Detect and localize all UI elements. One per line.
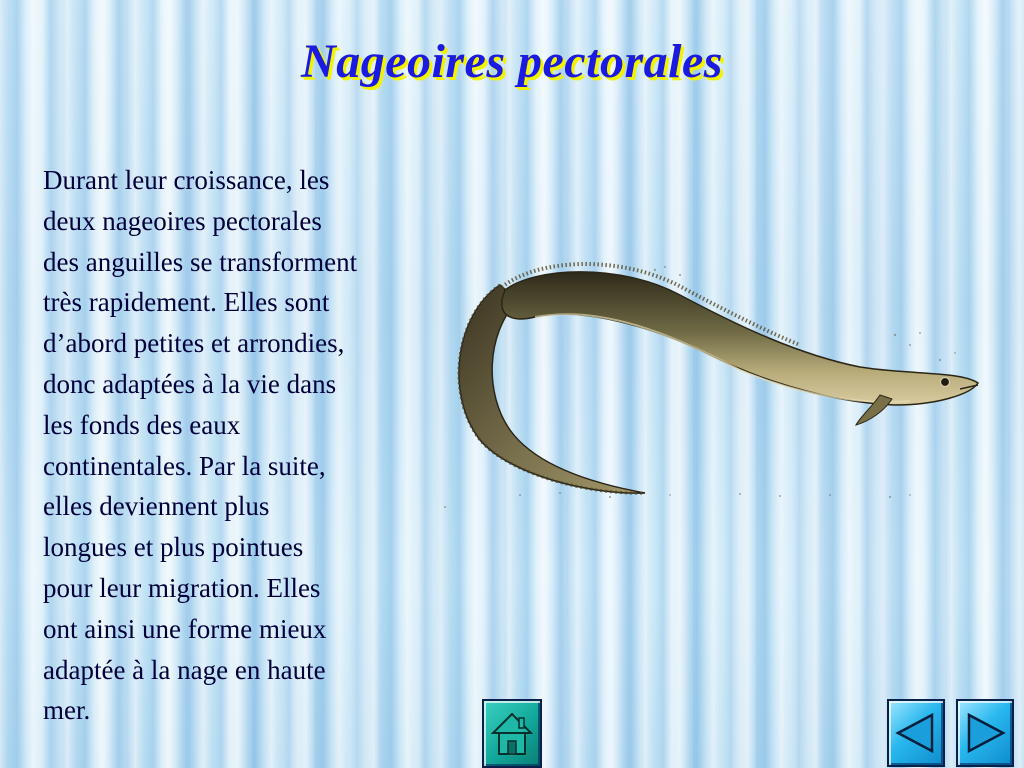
slide-title: Nageoires pectorales (301, 35, 723, 88)
body-line: les fonds des eaux (43, 409, 241, 440)
body-line: des anguilles se transforment (43, 246, 358, 277)
body-line: d’abord petites et arrondies, (43, 328, 345, 359)
body-line: mer. (43, 695, 91, 726)
body-line: elles deviennent plus (43, 491, 270, 522)
body-line: longues et plus pointues (43, 532, 304, 563)
body-line: ont ainsi une forme mieux (43, 613, 327, 644)
body-line: continentales. Par la suite, (43, 450, 326, 481)
next-button[interactable] (956, 699, 1014, 767)
body-text (43, 160, 443, 731)
body-line: donc adaptées à la vie dans (43, 368, 337, 399)
home-button[interactable] (482, 699, 542, 768)
previous-button[interactable] (887, 699, 945, 767)
body-line: très rapidement. Elles sont (43, 287, 330, 318)
home-icon (491, 711, 533, 757)
triangle-left-icon (894, 711, 938, 755)
eel-illustration (440, 245, 1000, 520)
body-line: deux nageoires pectorales (43, 205, 322, 236)
eel-eye (941, 378, 950, 387)
body-line: adaptée à la nage en haute (43, 654, 326, 685)
body-line: pour leur migration. Elles (43, 572, 321, 603)
eel-body (502, 272, 978, 405)
body-line: Durant leur croissance, les (43, 165, 330, 195)
triangle-right-icon (963, 711, 1007, 755)
